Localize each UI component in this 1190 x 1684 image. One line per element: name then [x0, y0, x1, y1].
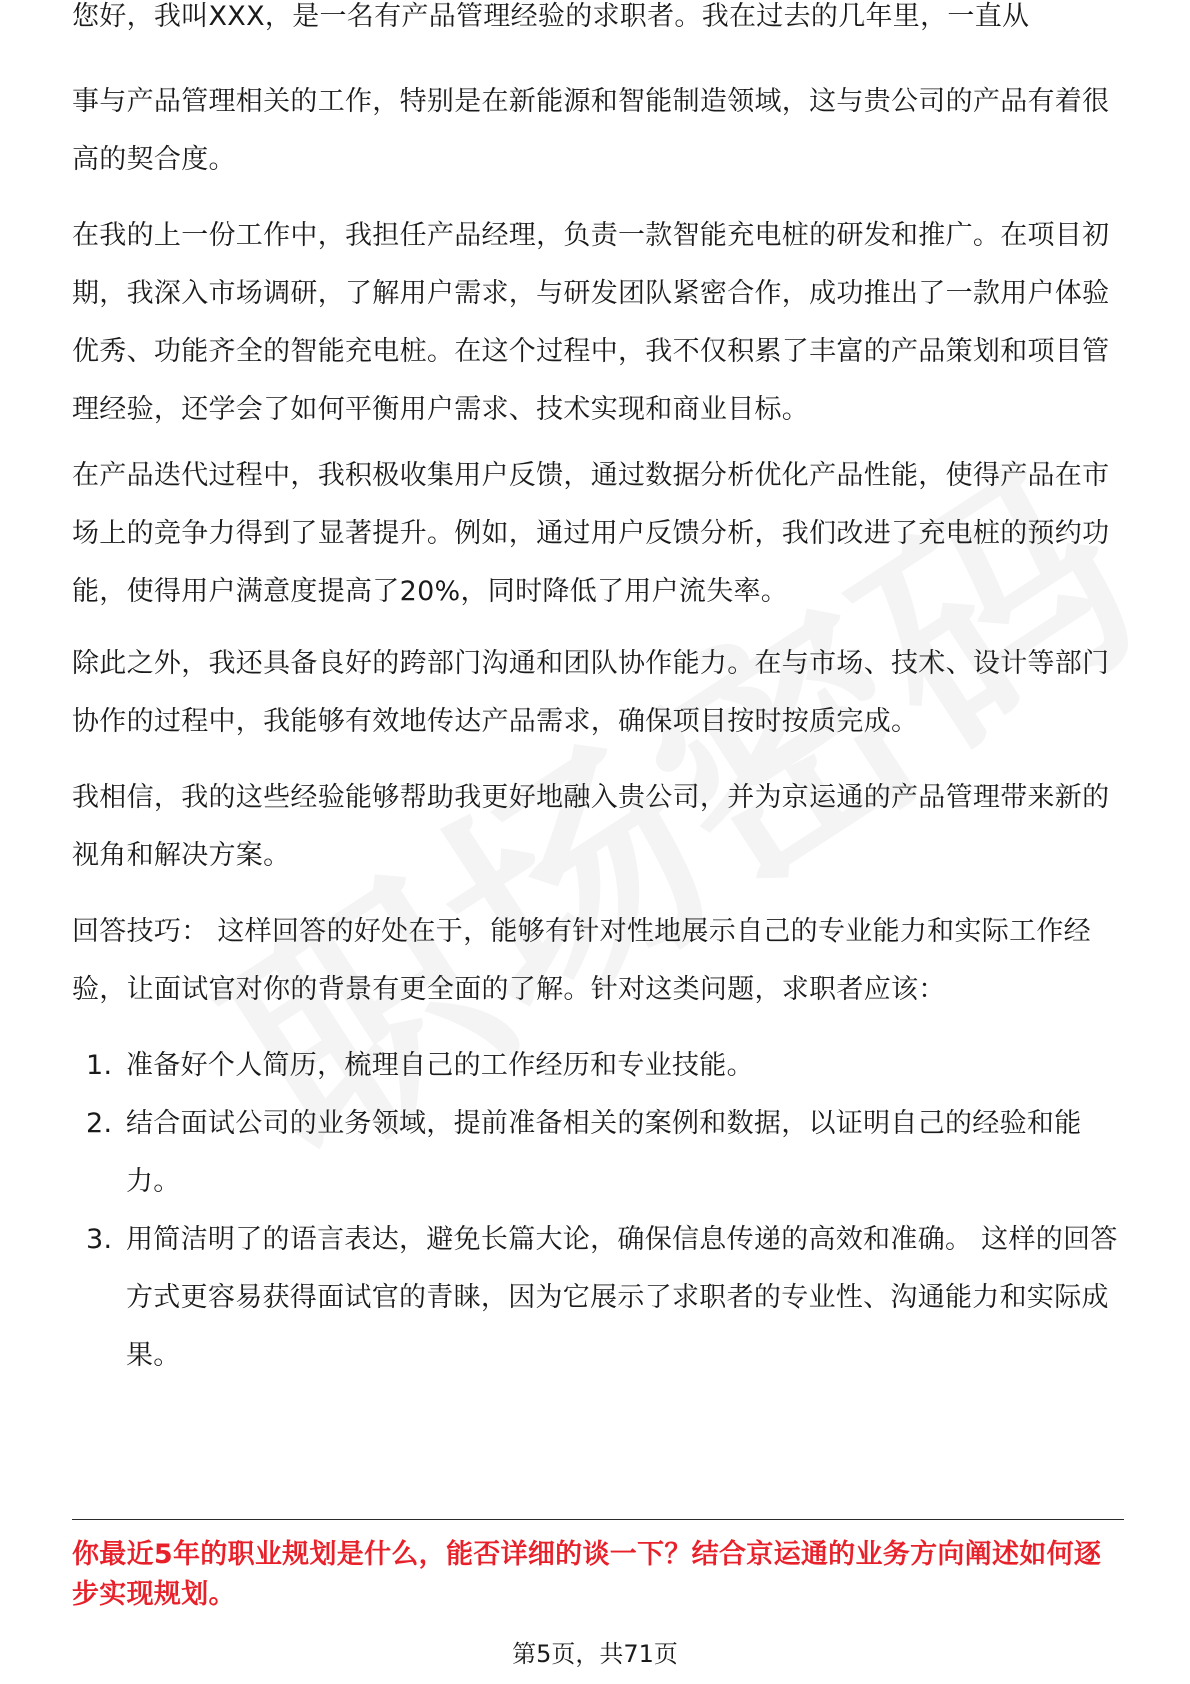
paragraph-communication: 除此之外，我还具备良好的跨部门沟通和团队协作能力。在与市场、技术、设计等部门协作的过程中，我能够有效地传达产品需求，确保项目按时按质完成。 — [72, 648, 1110, 737]
list-item-number: 2. — [86, 1108, 113, 1139]
list-item — [72, 1037, 1124, 1095]
paragraph-answer-tips: 回答技巧： 这样回答的好处在于，能够有针对性地展示自己的专业能力和实际工作经验，让面试官对你的背景有更全面的了解。针对这类问题，求职者应该： — [72, 916, 1091, 1005]
clipped-top-line-text: 您好，我叫XXX，是一名有产品管理经验的求职者。我在过去的几年里，一直从 — [72, 1, 1030, 32]
tips-list — [72, 1037, 1124, 1385]
list-item-number: 3. — [86, 1224, 113, 1255]
paragraph-intro-continued: 事与产品管理相关的工作，特别是在新能源和智能制造领域，这与贵公司的产品有着很高的契合度。 — [72, 86, 1110, 175]
list-item — [72, 1095, 1124, 1211]
section-divider — [72, 1519, 1124, 1520]
paragraph-previous-job: 在我的上一份工作中，我担任产品经理，负责一款智能充电桩的研发和推广。在项目初期，我深入市场调研，了解用户需求，与研发团队紧密合作，成功推出了一款用户体验优秀、功能齐全的智能充电桩。在这个过程中，我不仅积累了丰富的产品策划和项目管理经验，还学会了如何平衡用户需求、技术实现和商业目标。 — [72, 220, 1110, 425]
list-item-text: 准备好个人简历，梳理自己的工作经历和专业技能。 — [126, 1050, 754, 1081]
page-footer: 第5页，共71页 — [512, 1640, 678, 1668]
list-item-text: 用简洁明了的语言表达，避免长篇大论，确保信息传递的高效和准确。 这样的回答方式更容易获得面试官的青睐，因为它展示了求职者的专业性、沟通能力和实际成果。 — [126, 1224, 1118, 1371]
paragraph-conclusion: 我相信，我的这些经验能够帮助我更好地融入贵公司，并为京运通的产品管理带来新的视角和解决方案。 — [72, 782, 1110, 871]
paragraph-iteration: 在产品迭代过程中，我积极收集用户反馈，通过数据分析优化产品性能，使得产品在市场上的竞争力得到了显著提升。例如，通过用户反馈分析，我们改进了充电桩的预约功能，使得用户满意度提高了20%，同时降低了用户流失率。 — [72, 460, 1110, 607]
list-item-number: 1. — [86, 1050, 113, 1081]
list-item — [72, 1211, 1124, 1385]
clipped-top-line — [72, 1, 1124, 64]
next-interview-question: 你最近5年的职业规划是什么，能否详细的谈一下？结合京运通的业务方向阐述如何逐步实现规划。 — [72, 1539, 1102, 1610]
list-item-text: 结合面试公司的业务领域，提前准备相关的案例和数据，以证明自己的经验和能力。 — [126, 1108, 1082, 1197]
